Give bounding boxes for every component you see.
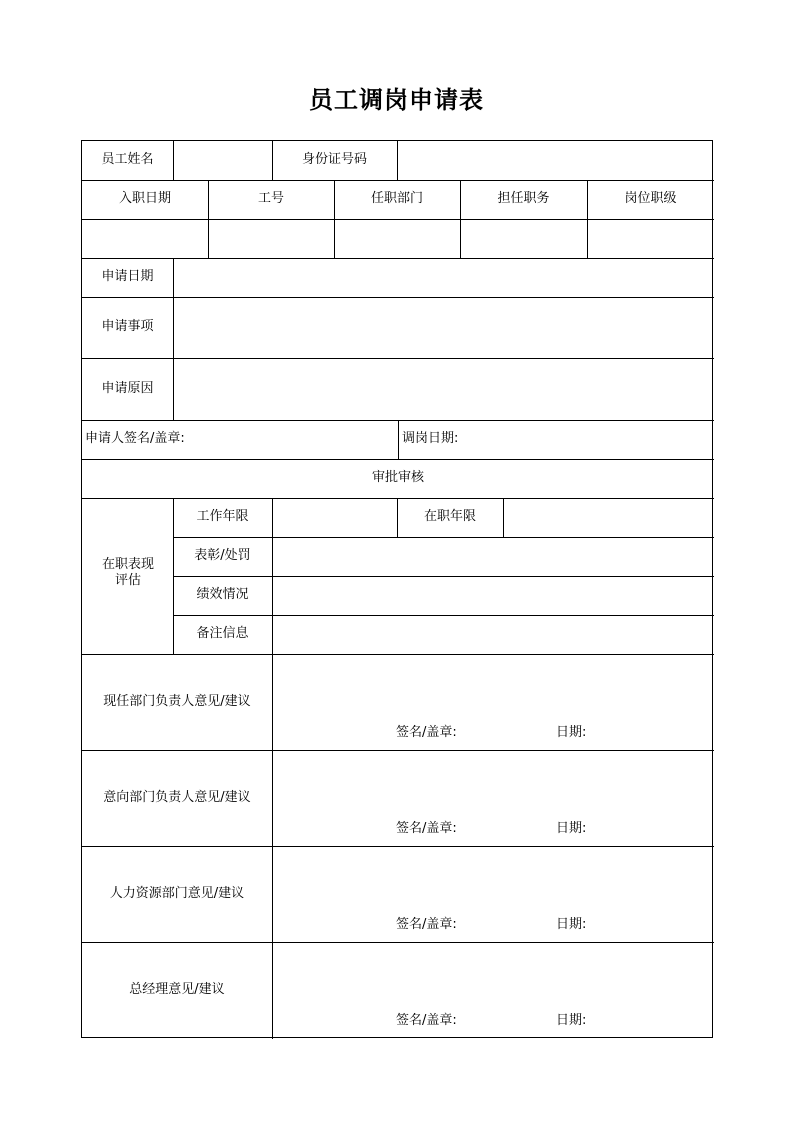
row-divider	[173, 615, 714, 616]
transfer-application-form	[81, 140, 713, 1038]
row-divider	[173, 576, 714, 577]
date-label: 日期:	[556, 917, 587, 932]
tenure-label: 在职年限	[423, 509, 476, 524]
col-divider	[272, 654, 273, 1039]
hire-date-label: 入职日期	[118, 191, 171, 206]
row-divider	[82, 258, 714, 259]
apply-date-label: 申请日期	[101, 269, 154, 284]
row-divider	[82, 219, 714, 220]
approval-section-title: 审批审核	[371, 470, 424, 485]
date-label: 日期:	[556, 1013, 587, 1028]
row-divider	[82, 750, 714, 751]
date-label: 日期:	[556, 725, 587, 740]
apply-reason-label: 申请原因	[101, 381, 154, 396]
position-label: 担任职务	[497, 191, 550, 206]
id-number-label: 身份证号码	[301, 152, 367, 167]
row-divider	[82, 358, 714, 359]
sign-label: 签名/盖章:	[396, 725, 457, 740]
transfer-date-label: 调岗日期:	[402, 431, 459, 446]
sign-label: 签名/盖章:	[396, 917, 457, 932]
apply-matter-label: 申请事项	[101, 319, 154, 334]
evaluation-label: 在职表现评估	[101, 557, 154, 588]
row-divider	[82, 459, 714, 460]
row-divider	[82, 654, 714, 655]
row-divider	[82, 297, 714, 298]
col-divider	[173, 141, 174, 180]
sign-label: 签名/盖章:	[396, 821, 457, 836]
dept-label: 任职部门	[370, 191, 423, 206]
row-divider	[82, 498, 714, 499]
applicant-sign-label: 申请人签名/盖章:	[85, 431, 185, 446]
opinion-label: 人力资源部门意见/建议	[109, 886, 245, 901]
col-divider	[398, 420, 399, 459]
opinion-label: 总经理意见/建议	[129, 982, 225, 997]
row-divider	[173, 537, 714, 538]
col-divider	[173, 258, 174, 420]
performance-label: 绩效情况	[196, 587, 249, 602]
work-no-label: 工号	[257, 191, 284, 206]
date-label: 日期:	[556, 821, 587, 836]
col-divider	[272, 498, 273, 654]
grade-label: 岗位职级	[624, 191, 677, 206]
row-divider	[82, 180, 714, 181]
form-title: 员工调岗申请表	[309, 86, 484, 114]
remarks-label: 备注信息	[196, 626, 249, 641]
col-divider	[503, 498, 504, 537]
row-divider	[82, 846, 714, 847]
col-divider	[397, 141, 398, 180]
reward-label: 表彰/处罚	[194, 548, 251, 563]
row-divider	[82, 942, 714, 943]
name-label: 员工姓名	[101, 152, 154, 167]
opinion-label: 现任部门负责人意见/建议	[103, 694, 251, 709]
work-years-label: 工作年限	[196, 509, 249, 524]
sign-label: 签名/盖章:	[396, 1013, 457, 1028]
opinion-label: 意向部门负责人意见/建议	[103, 790, 251, 805]
